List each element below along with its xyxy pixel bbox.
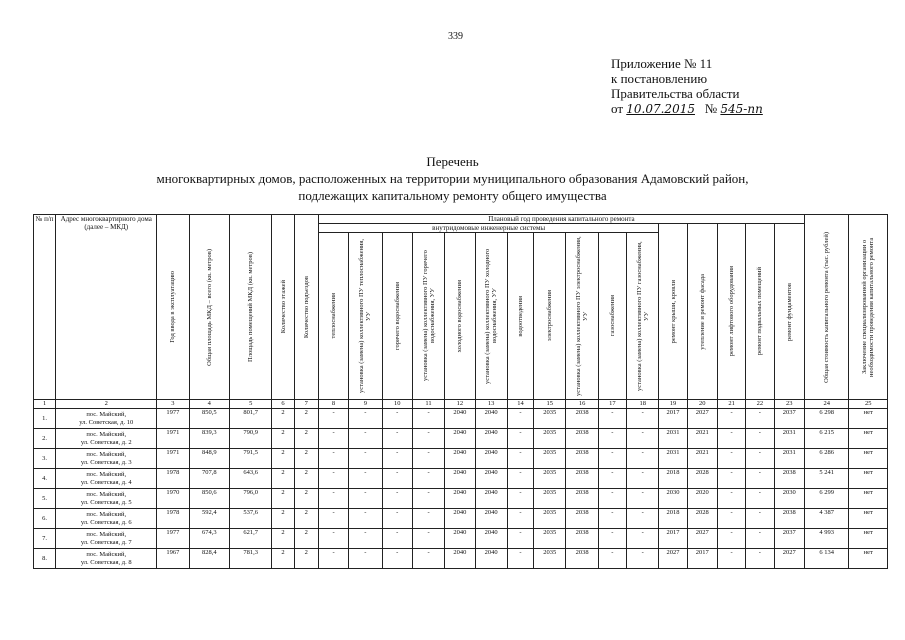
table-cell: 2035: [534, 409, 566, 429]
address-street: ул. Советская, д. 3: [80, 458, 132, 466]
table-cell: 2: [294, 509, 318, 529]
table-cell: -: [746, 469, 774, 489]
table-cell: -: [627, 549, 659, 569]
table-cell: -: [349, 409, 382, 429]
table-cell: 2: [294, 489, 318, 509]
table-cell: 2040: [475, 509, 507, 529]
table-cell: 6 298: [804, 409, 848, 429]
table-cell: -: [627, 469, 659, 489]
table-cell: -: [627, 409, 659, 429]
table-cell: 2037: [774, 529, 804, 549]
table-cell: 2035: [534, 449, 566, 469]
table-cell: 2040: [475, 529, 507, 549]
table-cell: нет: [849, 489, 888, 509]
table-cell: -: [746, 449, 774, 469]
row-address: [56, 509, 157, 529]
table-cell: 4 387: [804, 509, 848, 529]
row-number: 4.: [34, 469, 56, 489]
table-cell: 2040: [475, 489, 507, 509]
table-cell: -: [507, 469, 533, 489]
table-row: [34, 529, 888, 549]
table-cell: -: [717, 429, 745, 449]
address-street: ул. Советская, д. 2: [80, 438, 132, 446]
address-settlement: пос. Майский,: [86, 510, 127, 518]
header-heating-meter: установка (замена) коллективного ПУ теплоснабжения, УУ: [358, 238, 373, 394]
table-cell: -: [598, 469, 626, 489]
table-cell: -: [598, 549, 626, 569]
table-cell: -: [746, 429, 774, 449]
table-cell: -: [318, 489, 348, 509]
row-number: 7.: [34, 529, 56, 549]
table-cell: нет: [849, 509, 888, 529]
table-cell: 2: [294, 429, 318, 449]
table-cell: 2040: [445, 409, 475, 429]
table-cell: 2027: [687, 409, 717, 429]
table-cell: 1967: [157, 549, 189, 569]
table-cell: -: [507, 489, 533, 509]
table-cell: -: [627, 429, 659, 449]
table-cell: -: [318, 409, 348, 429]
row-address: [56, 489, 157, 509]
address-street: ул. Советская, д. 6: [80, 518, 132, 526]
handwritten-number: 545-пп: [720, 102, 763, 116]
header-gas-meter: установка (замена) коллективного ПУ газоснабжения, УУ: [635, 241, 650, 391]
table-cell: 2037: [774, 409, 804, 429]
table-cell: 2028: [687, 469, 717, 489]
appendix-line-1: Приложение № 11: [611, 56, 713, 71]
table-row: [34, 429, 888, 449]
table-cell: 2020: [687, 489, 717, 509]
row-address: [56, 449, 157, 469]
table-cell: -: [627, 529, 659, 549]
header-facade: утепление и ремонт фасада: [698, 273, 706, 350]
table-cell: нет: [849, 529, 888, 549]
header-entrances: Количество подъездов: [302, 275, 310, 339]
header-year: Год ввода в эксплуатацию: [169, 271, 177, 343]
header-hot-water-meter: установка (замена) коллективного ПУ горячего водоснабжения, УУ: [421, 250, 436, 382]
column-number: 21: [717, 400, 745, 409]
table-cell: -: [746, 549, 774, 569]
column-number: 16: [566, 400, 598, 409]
table-cell: -: [412, 489, 444, 509]
table-cell: 2040: [445, 549, 475, 569]
table-cell: 2035: [534, 549, 566, 569]
address-street: ул. Советская, д. 4: [80, 478, 132, 486]
table-cell: -: [412, 509, 444, 529]
header-basement: ремонт подвальных помещений: [756, 267, 764, 356]
table-cell: 2038: [566, 449, 598, 469]
table-cell: 6 215: [804, 429, 848, 449]
column-number: 20: [687, 400, 717, 409]
table-cell: -: [627, 449, 659, 469]
address-settlement: пос. Майский,: [86, 530, 127, 538]
table-cell: 781,3: [229, 549, 271, 569]
table-cell: нет: [849, 429, 888, 449]
table-cell: нет: [849, 469, 888, 489]
header-planned: Плановый год проведения капитального ремонта: [318, 215, 804, 224]
repair-table: [33, 214, 888, 569]
table-cell: -: [382, 409, 412, 429]
table-row: [34, 509, 888, 529]
page-number: 339: [448, 31, 463, 42]
row-address: [56, 409, 157, 429]
table-cell: 2040: [445, 509, 475, 529]
table-cell: 2040: [475, 449, 507, 469]
table-cell: 839,3: [189, 429, 229, 449]
table-cell: -: [717, 449, 745, 469]
table-cell: -: [507, 509, 533, 529]
table-cell: 2038: [566, 549, 598, 569]
table-cell: нет: [849, 409, 888, 429]
table-cell: 2017: [687, 549, 717, 569]
header-gas: газоснабжения: [608, 295, 616, 337]
table-row: [34, 489, 888, 509]
table-cell: 2: [294, 469, 318, 489]
table-cell: 707,8: [189, 469, 229, 489]
table-cell: -: [412, 549, 444, 569]
header-address: Адрес многоквартирного дома (далее – МКД): [56, 215, 157, 400]
column-number: 25: [849, 400, 888, 409]
table-cell: 537,6: [229, 509, 271, 529]
table-cell: 2028: [687, 509, 717, 529]
header-roof: ремонт крыши, кровли: [669, 279, 677, 344]
table-cell: 2: [294, 449, 318, 469]
table-cell: 2: [272, 549, 294, 569]
table-cell: -: [412, 529, 444, 549]
table-cell: 2030: [659, 489, 687, 509]
table-cell: 2038: [566, 529, 598, 549]
table-cell: -: [598, 449, 626, 469]
column-number: 3: [157, 400, 189, 409]
column-number: 18: [627, 400, 659, 409]
row-address: [56, 529, 157, 549]
table-cell: -: [507, 549, 533, 569]
title-heading: Перечень: [426, 154, 479, 169]
table-cell: -: [349, 469, 382, 489]
table-cell: -: [598, 489, 626, 509]
table-cell: 828,4: [189, 549, 229, 569]
column-number: 6: [272, 400, 294, 409]
table-cell: 2027: [659, 549, 687, 569]
table-cell: -: [318, 529, 348, 549]
table-row: [34, 409, 888, 429]
table-cell: 2038: [566, 429, 598, 449]
table-row: [34, 469, 888, 489]
table-cell: 2021: [687, 449, 717, 469]
address-settlement: пос. Майский,: [86, 490, 127, 498]
table-cell: 643,6: [229, 469, 271, 489]
table-cell: 2018: [659, 469, 687, 489]
table-cell: 2: [272, 469, 294, 489]
table-cell: 2038: [774, 509, 804, 529]
row-address: [56, 469, 157, 489]
table-cell: 2: [272, 409, 294, 429]
address-street: ул. Советская, д. 10: [79, 418, 134, 426]
table-cell: -: [412, 429, 444, 449]
table-cell: 2031: [774, 449, 804, 469]
table-cell: 2030: [774, 489, 804, 509]
table-cell: 1971: [157, 449, 189, 469]
table-cell: -: [507, 449, 533, 469]
title-line-1: многоквартирных домов, расположенных на территории муниципального образования Адамовский район,: [156, 171, 749, 186]
address-settlement: пос. Майский,: [86, 410, 127, 418]
table-cell: 621,7: [229, 529, 271, 549]
table-cell: 2040: [445, 529, 475, 549]
header-heating: теплоснабжения: [330, 293, 338, 339]
table-cell: 2: [272, 529, 294, 549]
table-cell: -: [627, 489, 659, 509]
header-area-total: Общая площадь МКД – всего (кв. метров): [205, 248, 213, 366]
table-cell: 2035: [534, 529, 566, 549]
table-cell: 850,6: [189, 489, 229, 509]
table-cell: 2: [272, 509, 294, 529]
address-settlement: пос. Майский,: [86, 550, 127, 558]
table-cell: 2027: [774, 549, 804, 569]
table-cell: 2038: [566, 469, 598, 489]
table-cell: -: [717, 529, 745, 549]
address-settlement: пос. Майский,: [86, 450, 127, 458]
row-number: 1.: [34, 409, 56, 429]
table-cell: 2035: [534, 509, 566, 529]
table-cell: 2035: [534, 489, 566, 509]
header-area-rooms: Площадь помещений МКД (кв. метров): [247, 252, 255, 362]
table-cell: -: [717, 549, 745, 569]
table-cell: -: [382, 469, 412, 489]
table-cell: 2040: [445, 449, 475, 469]
column-number: 14: [507, 400, 533, 409]
table-cell: 2: [272, 449, 294, 469]
table-cell: 2031: [659, 449, 687, 469]
column-number: 7: [294, 400, 318, 409]
table-cell: -: [412, 469, 444, 489]
row-number: 5.: [34, 489, 56, 509]
column-number: 17: [598, 400, 626, 409]
table-cell: 2031: [659, 429, 687, 449]
column-number: 24: [804, 400, 848, 409]
row-number: 3.: [34, 449, 56, 469]
header-hot-water: горячего водоснабжения: [393, 282, 401, 350]
table-cell: -: [318, 469, 348, 489]
column-number: 13: [475, 400, 507, 409]
address-street: ул. Советская, д. 8: [80, 558, 132, 566]
table-cell: 6 286: [804, 449, 848, 469]
table-cell: -: [318, 509, 348, 529]
table-cell: -: [598, 529, 626, 549]
table-cell: 5 241: [804, 469, 848, 489]
address-settlement: пос. Майский,: [86, 470, 127, 478]
table-cell: -: [318, 449, 348, 469]
table-cell: -: [507, 409, 533, 429]
table-cell: 791,5: [229, 449, 271, 469]
header-num: № п/п: [34, 215, 56, 400]
header-cold-water-meter: установка (замена) коллективного ПУ холодного водоснабжения, УУ: [484, 248, 499, 384]
table-cell: 2040: [475, 409, 507, 429]
table-cell: -: [382, 489, 412, 509]
column-number: 5: [229, 400, 271, 409]
table-cell: -: [746, 409, 774, 429]
column-number-row: [34, 400, 888, 409]
table-cell: 2017: [659, 529, 687, 549]
header-floors: Количество этажей: [279, 280, 287, 334]
row-address: [56, 549, 157, 569]
column-number: 19: [659, 400, 687, 409]
column-number: 22: [746, 400, 774, 409]
table-cell: 2027: [687, 529, 717, 549]
table-cell: -: [507, 429, 533, 449]
header-electricity: электроснабжения: [546, 290, 554, 342]
table-cell: -: [318, 429, 348, 449]
table-cell: -: [746, 509, 774, 529]
table-cell: -: [717, 509, 745, 529]
table-cell: -: [349, 509, 382, 529]
column-number: 4: [189, 400, 229, 409]
table-cell: 2040: [445, 469, 475, 489]
table-cell: -: [349, 429, 382, 449]
table-cell: 1977: [157, 529, 189, 549]
table-cell: -: [598, 429, 626, 449]
table-cell: 1977: [157, 409, 189, 429]
table-cell: 2040: [445, 489, 475, 509]
table-cell: -: [382, 529, 412, 549]
appendix-line-2: к постановлению: [611, 71, 708, 86]
table-cell: -: [412, 449, 444, 469]
table-cell: -: [717, 489, 745, 509]
header-cold-water: холодного водоснабжения: [456, 279, 464, 353]
table-cell: -: [382, 449, 412, 469]
table-cell: 1971: [157, 429, 189, 449]
table-cell: 6 299: [804, 489, 848, 509]
row-number: 8.: [34, 549, 56, 569]
table-row: [34, 449, 888, 469]
row-number: 2.: [34, 429, 56, 449]
number-prefix: №: [704, 101, 718, 116]
column-number: 1: [34, 400, 56, 409]
table-cell: 790,9: [229, 429, 271, 449]
from-prefix: от: [611, 101, 624, 116]
table-cell: -: [349, 489, 382, 509]
header-drainage: водоотведения: [516, 295, 524, 337]
table-cell: 848,9: [189, 449, 229, 469]
table-cell: -: [746, 489, 774, 509]
table-cell: -: [598, 509, 626, 529]
table-cell: 850,5: [189, 409, 229, 429]
table-cell: нет: [849, 449, 888, 469]
table-cell: 2038: [774, 469, 804, 489]
appendix-line-3: Правительства области: [611, 86, 740, 101]
table-cell: -: [382, 509, 412, 529]
table-cell: 1970: [157, 489, 189, 509]
table-cell: 2038: [566, 509, 598, 529]
column-number: 2: [56, 400, 157, 409]
column-number: 8: [318, 400, 348, 409]
column-number: 9: [349, 400, 382, 409]
table-cell: -: [349, 529, 382, 549]
table-cell: 2: [272, 489, 294, 509]
table-cell: 2: [294, 549, 318, 569]
table-cell: 2040: [475, 549, 507, 569]
column-number: 23: [774, 400, 804, 409]
header-electricity-meter: установка (замена) коллективного ПУ электроснабжения, УУ: [575, 236, 590, 396]
table-cell: 796,0: [229, 489, 271, 509]
table-cell: -: [382, 429, 412, 449]
table-cell: 2: [294, 529, 318, 549]
table-cell: -: [627, 509, 659, 529]
table-cell: 801,7: [229, 409, 271, 429]
header-conclusion: Заключение специализированной организации о необходимости проведения капитального ремонта: [861, 237, 876, 377]
header-engineering: внутридомовые инженерные системы: [318, 224, 658, 233]
table-cell: 2035: [534, 429, 566, 449]
column-number: 12: [445, 400, 475, 409]
address-street: ул. Советская, д. 7: [80, 538, 132, 546]
table-cell: 1978: [157, 469, 189, 489]
table-cell: -: [598, 409, 626, 429]
column-number: 15: [534, 400, 566, 409]
table-cell: 2038: [566, 489, 598, 509]
address-street: ул. Советская, д. 5: [80, 498, 132, 506]
table-cell: 2018: [659, 509, 687, 529]
table-cell: 2021: [687, 429, 717, 449]
table-cell: 6 134: [804, 549, 848, 569]
table-cell: 2040: [475, 429, 507, 449]
column-number: 11: [412, 400, 444, 409]
table-cell: -: [717, 469, 745, 489]
table-cell: -: [349, 549, 382, 569]
document-title: [0, 153, 905, 204]
header-foundation: ремонт фундаментов: [785, 282, 793, 341]
table-cell: 2: [272, 429, 294, 449]
table-cell: -: [746, 529, 774, 549]
header-total-cost: Общая стоимость капитального ремонта (тыс. рублей): [823, 231, 831, 383]
table-cell: нет: [849, 549, 888, 569]
table-cell: -: [412, 409, 444, 429]
table-cell: 2017: [659, 409, 687, 429]
header-elevator: ремонт лифтового оборудования: [728, 266, 736, 357]
table-cell: 592,4: [189, 509, 229, 529]
table-cell: -: [349, 449, 382, 469]
table-cell: 2035: [534, 469, 566, 489]
title-line-2: подлежащих капитальному ремонту общего имущества: [298, 188, 607, 203]
table-cell: -: [507, 529, 533, 549]
table-cell: 2031: [774, 429, 804, 449]
table-cell: 2040: [475, 469, 507, 489]
appendix-line-4: [611, 101, 763, 117]
appendix-block: [611, 56, 763, 117]
row-number: 6.: [34, 509, 56, 529]
table-cell: -: [717, 409, 745, 429]
table-cell: 2038: [566, 409, 598, 429]
column-number: 10: [382, 400, 412, 409]
address-settlement: пос. Майский,: [86, 430, 127, 438]
handwritten-date: 10.07.2015: [626, 102, 695, 116]
table-cell: 1978: [157, 509, 189, 529]
table-cell: -: [318, 549, 348, 569]
table-cell: 674,3: [189, 529, 229, 549]
table-cell: 2: [294, 409, 318, 429]
table-cell: 2040: [445, 429, 475, 449]
table-row: [34, 549, 888, 569]
table-cell: 4 993: [804, 529, 848, 549]
row-address: [56, 429, 157, 449]
table-cell: -: [382, 549, 412, 569]
